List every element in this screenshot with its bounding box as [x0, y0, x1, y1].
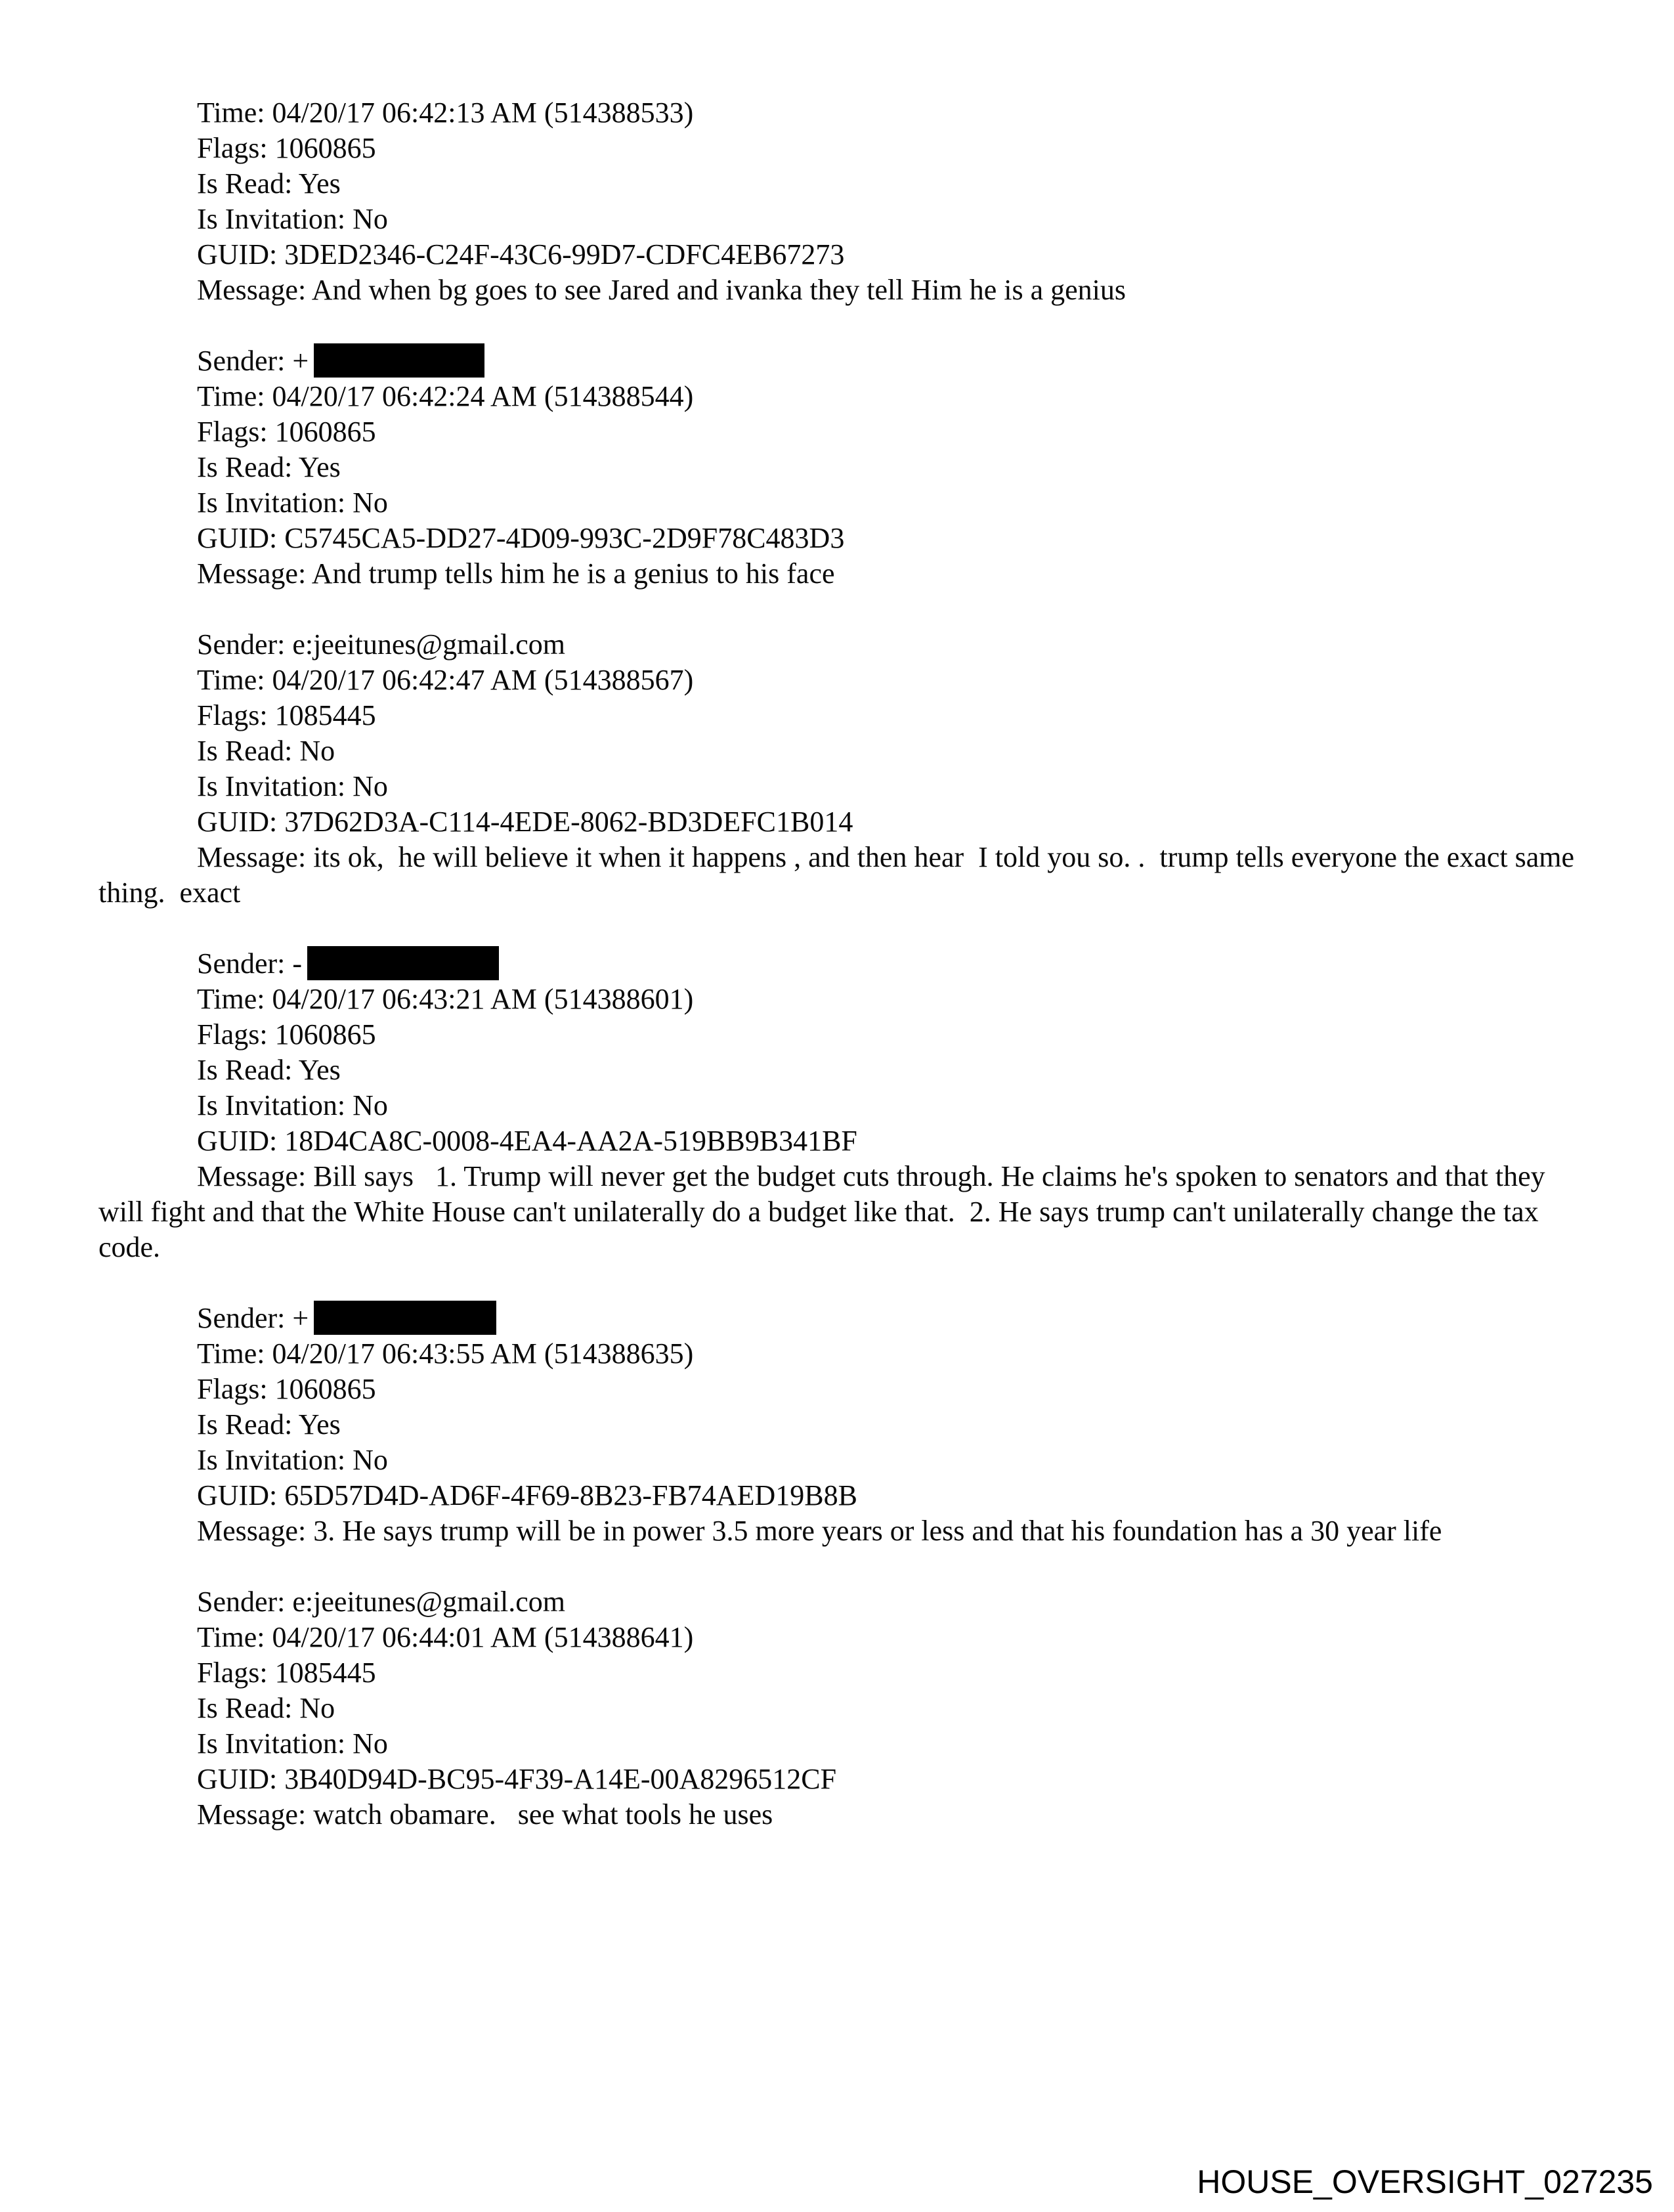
message-record: [98, 1301, 1595, 1549]
field-label: Is Invitation:: [197, 487, 346, 519]
field-flags: [98, 414, 1595, 450]
field-value: 65D57D4D-AD6F-4F69-8B23-FB74AED19B8B: [284, 1479, 857, 1511]
field-sender: [98, 627, 1595, 662]
field-value: 1060865: [274, 416, 376, 448]
field-time: [98, 1336, 1595, 1372]
field-label: Time:: [197, 1337, 265, 1370]
field-guid: [98, 1762, 1595, 1797]
field-time: [98, 1620, 1595, 1655]
field-label: Is Invitation:: [197, 203, 346, 235]
message-log: [98, 95, 1595, 1832]
field-value: No: [353, 1444, 388, 1476]
field-value: 1060865: [274, 1018, 376, 1051]
sender-prefix: -: [292, 947, 303, 980]
field-value: watch obamare. see what tools he uses: [313, 1798, 773, 1831]
field-guid: [98, 521, 1595, 556]
sender-prefix: +: [292, 345, 309, 377]
redaction-bar: [307, 946, 499, 980]
sender-value: e:jeeitunes@gmail.com: [292, 1586, 566, 1618]
field-value: No: [353, 487, 388, 519]
field-message: [98, 272, 1595, 308]
field-value: 18D4CA8C-0008-4EA4-AA2A-519BB9B341BF: [284, 1125, 857, 1157]
field-label: Message:: [197, 1515, 307, 1547]
redaction-bar: [314, 1301, 496, 1335]
field-value: And when bg goes to see Jared and ivanka they tell Him he is a genius: [311, 274, 1127, 306]
field-sender: [98, 1301, 1595, 1336]
field-flags: [98, 698, 1595, 733]
field-label: Sender:: [197, 628, 286, 661]
field-is-invitation: [98, 769, 1595, 804]
field-is-invitation: [98, 1726, 1595, 1762]
field-label: Time:: [197, 380, 265, 412]
field-label: Is Read:: [197, 167, 293, 200]
field-guid: [98, 1123, 1595, 1159]
field-value: No: [353, 203, 388, 235]
field-label: Is Read:: [197, 735, 293, 767]
field-value: 04/20/17 06:44:01 AM (514388641): [272, 1621, 694, 1653]
field-label: Sender:: [197, 1302, 286, 1334]
field-label: Is Invitation:: [197, 1727, 346, 1760]
field-value: 3DED2346-C24F-43C6-99D7-CDFC4EB67273: [284, 238, 845, 271]
field-value: 1085445: [274, 699, 376, 731]
field-value: C5745CA5-DD27-4D09-993C-2D9F78C483D3: [284, 522, 845, 554]
field-label: Time:: [197, 983, 265, 1015]
field-is-invitation: [98, 202, 1595, 237]
field-guid: [98, 804, 1595, 840]
field-label: GUID:: [197, 1479, 278, 1511]
field-sender: [98, 946, 1595, 982]
field-label: Message:: [197, 1798, 307, 1831]
field-label: Flags:: [197, 1657, 268, 1689]
field-label: Message:: [197, 841, 307, 873]
field-flags: [98, 131, 1595, 166]
field-is-read: [98, 166, 1595, 202]
field-is-read: [98, 733, 1595, 769]
field-is-invitation: [98, 485, 1595, 521]
field-guid: [98, 237, 1595, 272]
field-message: [98, 1159, 1595, 1265]
field-label: Is Read:: [197, 1408, 293, 1441]
field-is-invitation: [98, 1088, 1595, 1123]
sender-value: e:jeeitunes@gmail.com: [292, 628, 566, 661]
field-value: No: [299, 735, 335, 767]
field-value: its ok, he will believe it when it happens , and then hear I told you so. . trump tells everyone the exact same thing. exact: [98, 841, 1582, 909]
field-label: Is Read:: [197, 1054, 293, 1086]
field-flags: [98, 1655, 1595, 1691]
field-value: Bill says 1. Trump will never get the budget cuts through. He claims he's spoken to senators and that they will fight and that the White House can't unilaterally do a budget like that. 2. He says trump can't unilaterally change the tax code.: [98, 1160, 1553, 1263]
field-value: 1085445: [274, 1657, 376, 1689]
field-label: Is Invitation:: [197, 1444, 346, 1476]
field-is-read: [98, 1691, 1595, 1726]
field-value: 04/20/17 06:42:24 AM (514388544): [272, 380, 694, 412]
message-record: [98, 946, 1595, 1265]
field-time: [98, 662, 1595, 698]
field-label: Is Read:: [197, 451, 293, 483]
field-value: 04/20/17 06:42:13 AM (514388533): [272, 97, 694, 129]
field-message: [98, 1797, 1595, 1832]
field-time: [98, 982, 1595, 1017]
field-label: Message:: [197, 1160, 307, 1192]
message-record: [98, 343, 1595, 592]
field-label: Sender:: [197, 345, 286, 377]
field-value: Yes: [298, 167, 341, 200]
field-is-read: [98, 1052, 1595, 1088]
sender-prefix: +: [292, 1302, 309, 1334]
field-value: And trump tells him he is a genius to his face: [311, 557, 835, 590]
field-label: Time:: [197, 1621, 265, 1653]
field-label: Flags:: [197, 699, 268, 731]
field-value: 1060865: [274, 1373, 376, 1405]
field-label: GUID:: [197, 1763, 278, 1795]
field-label: Flags:: [197, 1373, 268, 1405]
redaction-bar: [314, 343, 484, 378]
field-message: [98, 840, 1595, 911]
field-label: Sender:: [197, 1586, 286, 1618]
field-label: Sender:: [197, 947, 286, 980]
field-value: 1060865: [274, 132, 376, 164]
field-value: 04/20/17 06:43:21 AM (514388601): [272, 983, 694, 1015]
field-flags: [98, 1017, 1595, 1052]
field-label: Time:: [197, 664, 265, 696]
field-value: Yes: [298, 451, 341, 483]
field-label: Flags:: [197, 132, 268, 164]
field-message: [98, 1513, 1595, 1549]
field-value: No: [353, 1089, 388, 1121]
field-label: Is Read:: [197, 1692, 293, 1724]
field-time: [98, 379, 1595, 414]
field-is-read: [98, 450, 1595, 485]
field-label: Flags:: [197, 416, 268, 448]
field-sender: [98, 1584, 1595, 1620]
field-label: Message:: [197, 274, 307, 306]
field-value: Yes: [298, 1408, 341, 1441]
field-label: Is Invitation:: [197, 1089, 346, 1121]
field-time: [98, 95, 1595, 131]
field-value: No: [353, 770, 388, 802]
bates-number: HOUSE_OVERSIGHT_027235: [1197, 2163, 1653, 2200]
field-label: Is Invitation:: [197, 770, 346, 802]
field-sender: [98, 343, 1595, 379]
field-value: 04/20/17 06:42:47 AM (514388567): [272, 664, 694, 696]
field-message: [98, 556, 1595, 592]
field-label: Time:: [197, 97, 265, 129]
field-label: GUID:: [197, 1125, 278, 1157]
message-record: [98, 627, 1595, 911]
field-label: GUID:: [197, 522, 278, 554]
field-label: Flags:: [197, 1018, 268, 1051]
message-record: [98, 95, 1595, 308]
field-label: GUID:: [197, 806, 278, 838]
field-is-read: [98, 1407, 1595, 1442]
message-record: [98, 1584, 1595, 1832]
field-is-invitation: [98, 1442, 1595, 1478]
field-value: 37D62D3A-C114-4EDE-8062-BD3DEFC1B014: [284, 806, 853, 838]
field-guid: [98, 1478, 1595, 1513]
field-value: No: [353, 1727, 388, 1760]
field-value: 3B40D94D-BC95-4F39-A14E-00A8296512CF: [284, 1763, 837, 1795]
field-value: No: [299, 1692, 335, 1724]
field-value: Yes: [298, 1054, 341, 1086]
field-value: 04/20/17 06:43:55 AM (514388635): [272, 1337, 694, 1370]
field-label: Message:: [197, 557, 307, 590]
field-flags: [98, 1372, 1595, 1407]
field-value: 3. He says trump will be in power 3.5 more years or less and that his foundation has a 30 year life: [313, 1515, 1442, 1547]
field-label: GUID:: [197, 238, 278, 271]
